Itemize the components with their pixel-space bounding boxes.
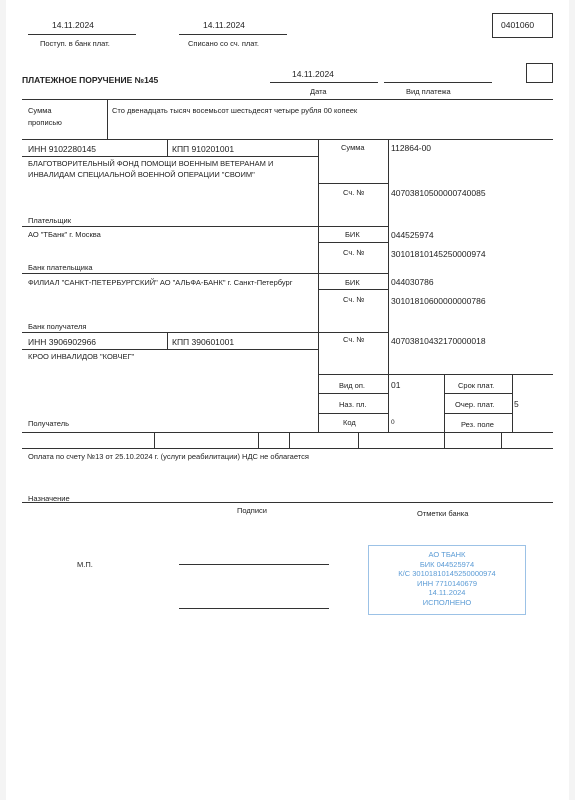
payee-bank-label: Банк получателя: [28, 322, 87, 331]
divider: [258, 432, 259, 448]
stamp-bik: БИК 044525974: [419, 559, 475, 569]
divider: [444, 374, 445, 432]
payee-kpp: КПП 390601001: [172, 337, 235, 347]
divider: [289, 432, 290, 448]
divider: [512, 374, 513, 432]
bank-execution-stamp: [368, 545, 526, 615]
purpose-code-label: Наз. пл.: [339, 400, 367, 409]
payer-bank-account: 30101810145250000974: [391, 249, 486, 259]
divider: [318, 289, 388, 290]
divider: [318, 413, 388, 414]
divider: [22, 139, 553, 140]
payer-account-label: Сч. №: [343, 188, 365, 197]
order-date-label: Дата: [310, 87, 327, 96]
payer-label: Плательщик: [28, 216, 71, 225]
payee-bank-bik-label: БИК: [345, 278, 360, 287]
signature-line: [179, 564, 329, 565]
op-type: 01: [391, 380, 401, 390]
divider: [318, 393, 388, 394]
payment-order-document: [6, 0, 569, 800]
stamp-inn: ИНН 7710140679: [416, 578, 478, 588]
priority-label: Очер. плат.: [455, 400, 495, 409]
due-label: Срок плат.: [458, 381, 495, 390]
stamp-bank-name: АО ТБАНК: [428, 550, 466, 559]
divider: [179, 34, 287, 35]
divider: [444, 393, 512, 394]
divider: [22, 349, 318, 350]
divider: [28, 34, 136, 35]
divider: [318, 374, 553, 375]
divider: [22, 448, 553, 449]
form-code: 0401060: [501, 20, 535, 30]
payee-account-label: Сч. №: [343, 335, 365, 344]
divider: [358, 432, 359, 448]
divider: [107, 99, 108, 139]
purpose-text: Оплата по счету №13 от 25.10.2024 г. (услуги реабилитации) НДС не облагается: [28, 452, 309, 461]
divider: [318, 242, 388, 243]
purpose-label: Назначение: [28, 494, 70, 503]
priority-value: 5: [514, 399, 519, 409]
seal-label: М.П.: [77, 560, 93, 569]
amount-value: 112864-00: [391, 143, 432, 153]
debited-label: Списано со сч. плат.: [188, 39, 259, 48]
divider: [22, 156, 318, 157]
payee-bank-account: 30101810600000000786: [391, 296, 486, 306]
payer-bank-account-label: Сч. №: [343, 248, 365, 257]
divider: [444, 432, 445, 448]
divider: [22, 273, 388, 274]
payee-inn: ИНН 3906902966: [28, 337, 97, 347]
divider: [167, 332, 168, 349]
payer-bank-label: Банк плательщика: [28, 263, 93, 272]
divider: [444, 413, 512, 414]
divider: [384, 82, 492, 83]
divider: [22, 332, 388, 333]
bank-marks-label: Отметки банка: [417, 509, 469, 518]
payer-inn: ИНН 9102280145: [28, 144, 97, 154]
payee-name: КРОО ИНВАЛИДОВ "КОВЧЕГ": [28, 352, 135, 361]
payee-account: 40703810432170000018: [391, 336, 486, 346]
divider: [22, 226, 388, 227]
code-value: 0: [391, 419, 395, 426]
divider: [501, 432, 502, 448]
amount-words-label-1: Сумма: [28, 106, 52, 115]
payee-bank-name: ФИЛИАЛ "САНКТ-ПЕТЕРБУРГСКИЙ" АО "АЛЬФА-БАНК" г. Санкт-Петербург: [28, 278, 293, 287]
code-label: Код: [343, 418, 356, 427]
divider: [22, 99, 553, 100]
stamp-status: ИСПОЛНЕНО: [422, 597, 472, 607]
divider: [22, 432, 553, 433]
form-code-box: [492, 13, 553, 38]
divider: [318, 183, 388, 184]
payee-bank-bik: 044030786: [391, 277, 434, 287]
signatures-label: Подписи: [237, 506, 267, 515]
order-date: 14.11.2024: [292, 69, 334, 79]
received-label: Поступ. в банк плат.: [40, 39, 110, 48]
stamp-corr-account: К/С 30101810145250000974: [398, 569, 496, 578]
debited-date: 14.11.2024: [203, 20, 245, 30]
divider: [167, 139, 168, 156]
received-date: 14.11.2024: [52, 20, 94, 30]
reserve-label: Рез. поле: [461, 420, 494, 429]
op-type-label: Вид оп.: [339, 381, 365, 390]
payer-kpp: КПП 910201001: [172, 144, 235, 154]
divider: [270, 82, 378, 83]
divider: [388, 139, 389, 432]
payer-bank-name: АО "ТБанк" г. Москва: [28, 230, 101, 239]
amount-words-label-2: прописью: [28, 118, 62, 127]
payee-bank-account-label: Сч. №: [343, 295, 365, 304]
payer-bank-bik: 044525974: [391, 230, 434, 240]
payer-name: БЛАГОТВОРИТЕЛЬНЫЙ ФОНД ПОМОЩИ ВОЕННЫМ ВЕТЕРАНАМ И ИНВАЛИДАМ СПЕЦИАЛЬНОЙ ВОЕННОЙ ОПЕРАЦИИ "СВОИМ": [28, 159, 274, 179]
payer-bank-bik-label: БИК: [345, 230, 360, 239]
signature-line: [179, 608, 329, 609]
status-box: [526, 63, 553, 83]
divider: [154, 432, 155, 448]
payment-type-label: Вид платежа: [406, 87, 451, 96]
payer-account: 40703810500000740085: [391, 188, 486, 198]
divider: [22, 502, 553, 503]
amount-label: Сумма: [341, 143, 365, 152]
amount-words-value: Сто двенадцать тысяч восемьсот шестьдесят четыре рубля 00 копеек: [112, 106, 358, 115]
payee-label: Получатель: [28, 419, 69, 428]
order-title: ПЛАТЕЖНОЕ ПОРУЧЕНИЕ №145: [22, 75, 159, 85]
stamp-date: 14.11.2024: [428, 588, 466, 597]
